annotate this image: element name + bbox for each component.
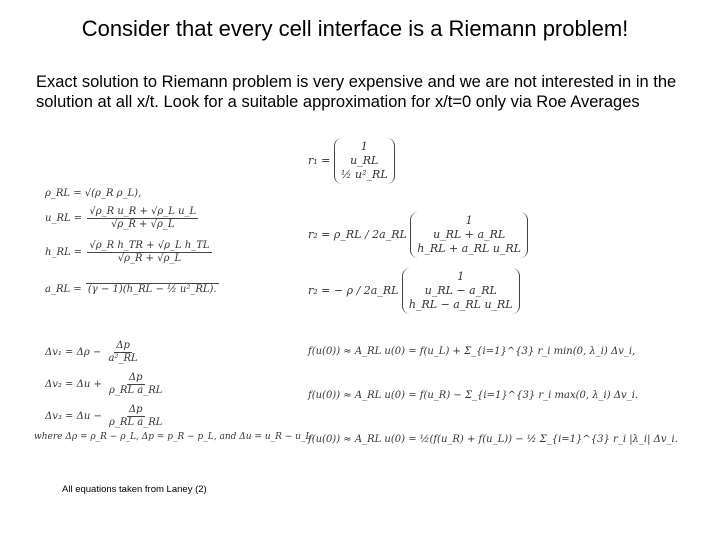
eq-r2 <box>308 212 528 258</box>
eq-dv1 <box>45 340 142 365</box>
eq-r2-row-2: u_RL + a_RL <box>433 228 506 241</box>
eq-a-rl <box>45 284 219 295</box>
eq-r2-prefix: ρ_RL / 2a_RL <box>333 228 407 241</box>
eq-dv3 <box>45 404 166 429</box>
eq-r2-row-1: 1 <box>465 214 473 227</box>
eq-r1-lhs: r₁ = <box>308 154 331 167</box>
eq-dv2-num: Δp <box>128 372 143 383</box>
eq-u-rl-lhs: u_RL = <box>45 213 83 224</box>
eq-flux-1: f(u(0)) ≈ A_RL u(0) = f(u_L) + Σ_{i=1}^{3} r_i min(0, λ_i) Δv_i, <box>308 346 636 357</box>
eq-r1-row-1: 1 <box>360 140 368 153</box>
eq-r2-row-3: h_RL + a_RL u_RL <box>417 242 521 255</box>
eq-dv3-lhs: Δv₃ = Δu − <box>45 411 102 422</box>
eq-rho-rl-text: ρ_RL = √(ρ_R ρ_L), <box>45 188 142 199</box>
eq-dv1-num: Δp <box>116 340 130 351</box>
eq-h-rl-lhs: h_RL = <box>45 247 83 258</box>
eq-r3-matrix <box>402 268 520 314</box>
eq-dv2-lhs: Δv₂ = Δu + <box>45 379 102 390</box>
eq-rho-rl <box>45 188 141 199</box>
eq-dv3-num: Δp <box>128 404 143 415</box>
eq-a-rl-rhs: (γ − 1)(h_RL − ½ u²_RL). <box>87 284 217 295</box>
eq-h-rl-frac <box>87 240 211 265</box>
eq-u-rl-frac <box>87 206 198 231</box>
eq-r1-matrix <box>334 138 395 184</box>
source-footnote: All equations taken from Laney (2) <box>62 484 207 495</box>
eq-h-rl-num: √ρ_R h_TR + √ρ_L h_TL <box>89 240 210 251</box>
eq-r1-row-3: ½ u²_RL <box>340 168 388 181</box>
eq-r1-row-2: u_RL <box>350 154 379 167</box>
eq-r3-row-3: h_RL − a_RL u_RL <box>408 298 513 311</box>
eq-flux-3: f(u(0)) ≈ A_RL u(0) = ½(f(u_R) + f(u_L)) − ½ Σ_{i=1}^{3} r_i |λ_i| Δv_i. <box>308 434 678 445</box>
eq-dv1-den: a²_RL <box>108 353 138 364</box>
eq-where: where Δρ = ρ_R − ρ_L, Δp = p_R − p_L, and Δu = u_R − u_L. <box>34 432 315 442</box>
eq-r3-row-1: 1 <box>457 270 465 283</box>
eq-u-rl <box>45 206 200 231</box>
eq-dv2-den: ρ_RL a_RL <box>109 385 163 396</box>
eq-h-rl-den: √ρ_R + √ρ_L <box>117 253 182 264</box>
eq-r1 <box>308 138 395 184</box>
eq-dv3-den: ρ_RL a_RL <box>109 417 163 428</box>
eq-r2-lhs: r₂ = <box>308 228 331 241</box>
eq-u-rl-num: √ρ_R u_R + √ρ_L u_L <box>89 206 197 217</box>
eq-dv2 <box>45 372 166 397</box>
intro-paragraph: Exact solution to Riemann problem is very expensive and we are not interested in in the solution at all x/t. Look for a suitable approximation for x/t=0 only via Roe Averages <box>36 73 677 111</box>
eq-u-rl-den: √ρ_R + √ρ_L <box>111 219 175 230</box>
eq-r3-prefix: ρ / 2a_RL <box>346 284 399 297</box>
eq-a-rl-lhs: a_RL = <box>45 284 82 295</box>
eq-r3 <box>308 268 520 314</box>
eq-r3-lhs: r₂ = − <box>308 284 344 297</box>
eq-dv2-frac <box>107 372 164 397</box>
eq-r3-row-2: u_RL − a_RL <box>424 284 497 297</box>
eq-dv3-frac <box>107 404 164 429</box>
eq-dv1-frac <box>106 340 139 365</box>
slide-title: Consider that every cell interface is a Riemann problem! <box>81 16 629 41</box>
eq-h-rl <box>45 240 214 265</box>
eq-dv1-lhs: Δv₁ = Δρ − <box>45 347 102 358</box>
eq-r2-matrix <box>410 212 528 258</box>
eq-flux-2: f(u(0)) ≈ A_RL u(0) = f(u_R) − Σ_{i=1}^{3} r_i max(0, λ_i) Δv_i. <box>308 390 639 401</box>
